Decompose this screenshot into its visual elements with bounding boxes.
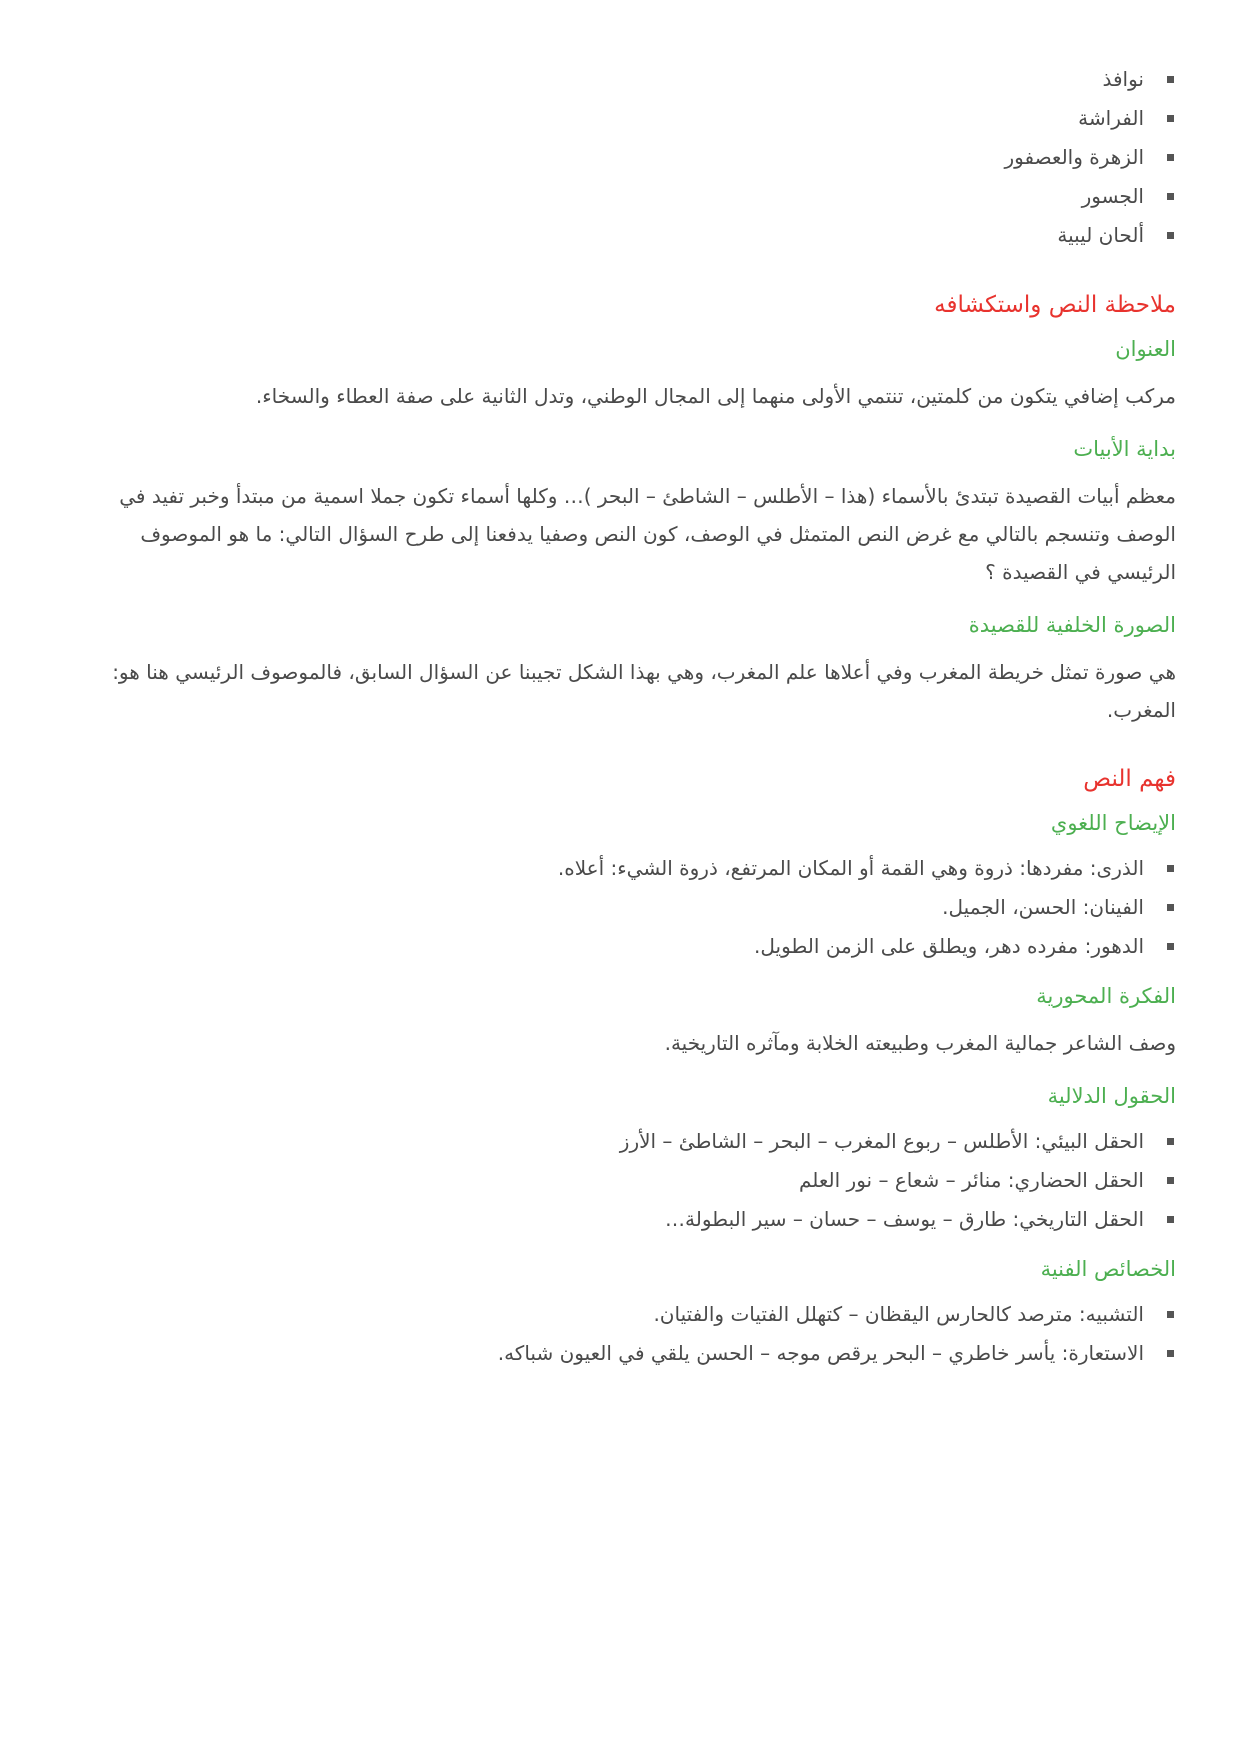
square-bullet-icon <box>1167 193 1174 200</box>
square-bullet-icon <box>1167 1311 1174 1318</box>
paragraph-title: مركب إضافي يتكون من كلمتين، تنتمي الأولى منهما إلى المجال الوطني، وتدل الثانية على صفة العطاء والسخاء. <box>255 384 1176 408</box>
list-item <box>66 99 1176 138</box>
square-bullet-icon <box>1167 154 1174 161</box>
list-item-text: الذرى: مفردها: ذروة وهي القمة أو المكان المرتفع، ذروة الشيء: أعلاه. <box>557 856 1144 880</box>
list-item <box>66 1122 1176 1161</box>
artistic-features-list <box>66 1295 1176 1373</box>
subheading-semantic-fields: الحقول الدلالية <box>1047 1084 1176 1108</box>
square-bullet-icon <box>1167 76 1174 83</box>
list-item-text: الدهور: مفرده دهر، ويطلق على الزمن الطويل. <box>754 934 1144 958</box>
list-item-text: الجسور <box>1081 184 1144 208</box>
square-bullet-icon <box>1167 1216 1174 1223</box>
list-item <box>66 1200 1176 1239</box>
list-item <box>66 888 1176 927</box>
square-bullet-icon <box>1167 943 1174 950</box>
list-item <box>66 1161 1176 1200</box>
list-item-text: التشبيه: مترصد كالحارس اليقظان – كتهلل الفتيات والفتيان. <box>653 1302 1144 1326</box>
paragraph-background-image: هي صورة تمثل خريطة المغرب وفي أعلاها علم المغرب، وهي بهذا الشكل تجيبنا عن السؤال السابق، فالموصوف الرئيسي هنا هو: المغرب. <box>112 660 1176 722</box>
square-bullet-icon <box>1167 232 1174 239</box>
paragraph-verse-start: معظم أبيات القصيدة تبتدئ بالأسماء (هذا – الأطلس – الشاطئ – البحر )… وكلها أسماء تكون جملا اسمية من مبتدأ وخبر تفيد في الوصف وتنسجم بالتالي مع غرض النص المتمثل في الوصف، كون النص وصفيا يدفعنا إلى طرح السؤال التالي: ما هو الموصوف الرئيسي في القصيدة ؟ <box>119 484 1176 584</box>
subheading-artistic-features: الخصائص الفنية <box>1040 1257 1176 1281</box>
subheading-vocabulary: الإيضاح اللغوي <box>1050 811 1176 835</box>
list-item-text: الحقل البيئي: الأطلس – ربوع المغرب – البحر – الشاطئ – الأرز <box>619 1129 1144 1153</box>
square-bullet-icon <box>1167 904 1174 911</box>
subheading-title: العنوان <box>1115 337 1176 361</box>
section-heading-comprehension: فهم النص <box>1083 766 1176 792</box>
subheading-verse-start: بداية الأبيات <box>1073 437 1176 461</box>
list-item <box>66 927 1176 966</box>
square-bullet-icon <box>1167 1350 1174 1357</box>
list-item <box>66 1295 1176 1334</box>
square-bullet-icon <box>1167 1177 1174 1184</box>
list-item <box>66 1334 1176 1373</box>
list-item-text: الحقل الحضاري: منائر – شعاع – نور العلم <box>798 1168 1144 1192</box>
list-item <box>66 216 1176 255</box>
square-bullet-icon <box>1167 865 1174 872</box>
square-bullet-icon <box>1167 115 1174 122</box>
vocabulary-list <box>66 849 1176 966</box>
semantic-fields-list <box>66 1122 1176 1239</box>
list-item <box>66 849 1176 888</box>
list-item-text: الفراشة <box>1078 106 1144 130</box>
list-item-text: الاستعارة: يأسر خاطري – البحر يرقص موجه – الحسن يلقي في العيون شباكه. <box>497 1341 1144 1365</box>
section-heading-observation: ملاحظة النص واستكشافه <box>934 292 1176 318</box>
list-item-text: الفينان: الحسن، الجميل. <box>942 895 1144 919</box>
list-item-text: ألحان ليبية <box>1057 223 1144 247</box>
list-item <box>66 138 1176 177</box>
intro-list <box>66 60 1176 255</box>
subheading-background-image: الصورة الخلفية للقصيدة <box>968 613 1176 637</box>
subheading-main-idea: الفكرة المحورية <box>1036 984 1176 1008</box>
list-item-text: الحقل التاريخي: طارق – يوسف – حسان – سير البطولة… <box>665 1207 1144 1231</box>
list-item-text: الزهرة والعصفور <box>1004 145 1144 169</box>
square-bullet-icon <box>1167 1138 1174 1145</box>
list-item-text: نوافذ <box>1102 67 1144 91</box>
list-item <box>66 60 1176 99</box>
list-item <box>66 177 1176 216</box>
paragraph-main-idea: وصف الشاعر جمالية المغرب وطبيعته الخلابة ومآثره التاريخية. <box>664 1031 1176 1055</box>
